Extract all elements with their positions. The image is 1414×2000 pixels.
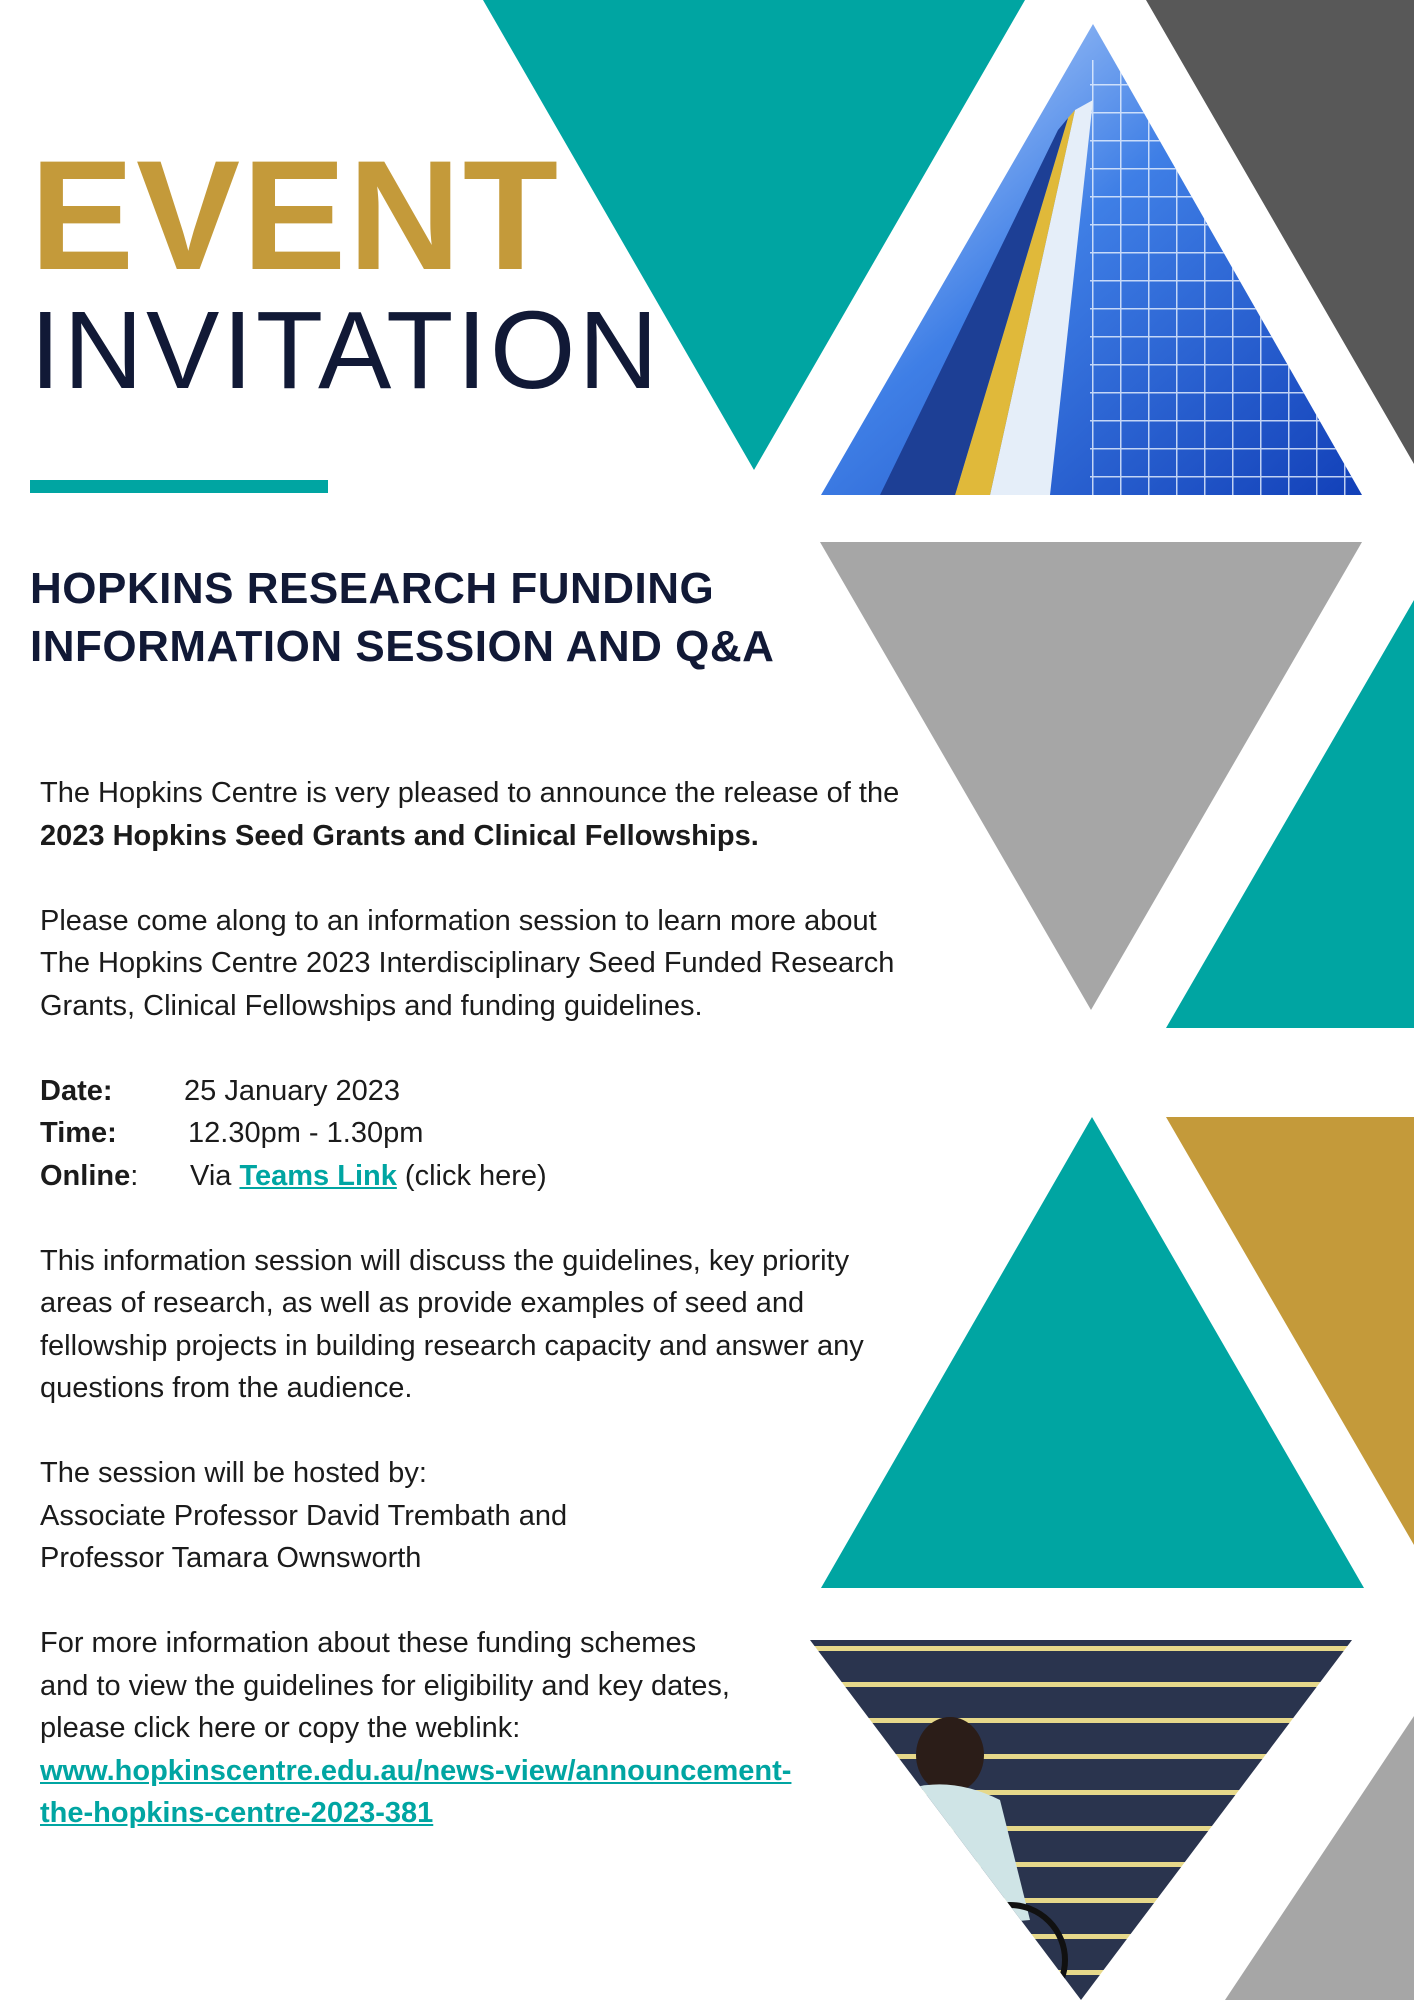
event-heading: EVENT bbox=[30, 129, 561, 303]
date-row bbox=[40, 1070, 920, 1113]
host-1: Associate Professor David Trembath and bbox=[40, 1499, 568, 1532]
teams-link[interactable]: Teams Link bbox=[239, 1159, 397, 1192]
online-value bbox=[190, 1155, 547, 1198]
intro-paragraph bbox=[40, 772, 920, 857]
online-row bbox=[40, 1155, 920, 1198]
session-title bbox=[30, 560, 830, 676]
weblink-line2[interactable]: the-hopkins-centre-2023-381 bbox=[40, 1797, 434, 1829]
online-via: Via bbox=[190, 1159, 240, 1192]
intro-text: The Hopkins Centre is very pleased to announce the release of the bbox=[40, 777, 900, 809]
body-content bbox=[40, 772, 920, 1835]
date-label: Date: bbox=[40, 1074, 113, 1107]
session-title-line2: INFORMATION SESSION AND Q&A bbox=[30, 622, 775, 671]
hosts-paragraph bbox=[40, 1452, 920, 1580]
online-suffix: (click here) bbox=[396, 1159, 547, 1192]
intro-bold-text: 2023 Hopkins Seed Grants and Clinical Fellowships. bbox=[40, 819, 759, 852]
time-value: 12.30pm - 1.30pm bbox=[188, 1117, 424, 1149]
time-label: Time: bbox=[40, 1117, 117, 1149]
online-label-colon: : bbox=[130, 1159, 139, 1192]
date-value: 25 January 2023 bbox=[184, 1074, 401, 1107]
event-details bbox=[40, 1070, 920, 1198]
host-2: Professor Tamara Ownsworth bbox=[40, 1542, 422, 1574]
discussion-paragraph: This information session will discuss the guidelines, key priority areas of research, as well as provide examples of seed and fellowship projects in building research capacity and answer any questions from the audience. bbox=[40, 1244, 864, 1404]
session-title-line1: HOPKINS RESEARCH FUNDING bbox=[30, 564, 715, 613]
more-info-line1: For more information about these funding schemes bbox=[40, 1627, 697, 1659]
more-info-line2: and to view the guidelines for eligibility and key dates, bbox=[40, 1669, 730, 1702]
more-info-line3: please click here or copy the weblink: bbox=[40, 1712, 521, 1744]
online-label bbox=[40, 1155, 190, 1198]
time-row bbox=[40, 1112, 920, 1155]
hosts-intro: The session will be hosted by: bbox=[40, 1457, 427, 1489]
more-info-paragraph bbox=[40, 1622, 920, 1835]
teal-divider bbox=[30, 480, 328, 493]
description-paragraph: Please come along to an information session to learn more about The Hopkins Centre 2023 Interdisciplinary Seed Funded Research Grants, Clinical Fellowships and funding guidelines. bbox=[40, 904, 895, 1022]
online-label-text: Online bbox=[40, 1159, 131, 1192]
weblink-line1[interactable]: www.hopkinscentre.edu.au/news-view/announcement- bbox=[40, 1754, 792, 1787]
invitation-heading: INVITATION bbox=[30, 289, 661, 412]
